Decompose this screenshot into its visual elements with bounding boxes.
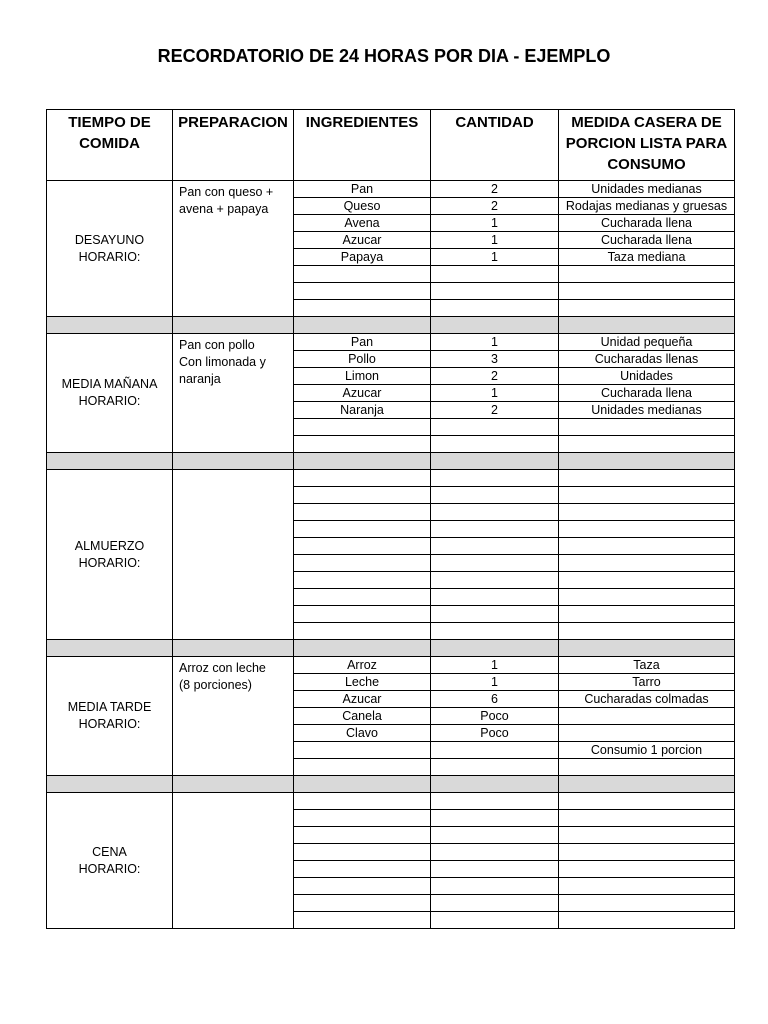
- header-meal: TIEMPO DE COMIDA: [47, 110, 173, 181]
- quantity-cell: 1: [431, 674, 559, 691]
- ingredient-cell: Canela: [294, 708, 431, 725]
- separator-cell: [173, 776, 294, 793]
- measure-cell: [559, 861, 735, 878]
- quantity-cell: [431, 572, 559, 589]
- meal-cell: [47, 470, 173, 640]
- ingredient-cell: Naranja: [294, 402, 431, 419]
- ingredient-cell: [294, 538, 431, 555]
- separator-cell: [47, 317, 173, 334]
- table-row: [47, 181, 735, 198]
- header-quantity: CANTIDAD: [431, 110, 559, 181]
- meal-time-label: HORARIO:: [78, 861, 141, 876]
- measure-cell: [559, 793, 735, 810]
- preparation-cell: [173, 470, 294, 640]
- ingredient-cell: [294, 606, 431, 623]
- quantity-cell: [431, 538, 559, 555]
- measure-cell: [559, 538, 735, 555]
- ingredient-cell: Azucar: [294, 385, 431, 402]
- ingredient-cell: [294, 521, 431, 538]
- separator-cell: [431, 776, 559, 793]
- quantity-cell: [431, 266, 559, 283]
- header-measure: MEDIDA CASERA DE PORCION LISTA PARA CONSUMO: [559, 110, 735, 181]
- ingredient-cell: [294, 283, 431, 300]
- quantity-cell: [431, 861, 559, 878]
- ingredient-cell: [294, 878, 431, 895]
- measure-cell: [559, 844, 735, 861]
- meal-cell: [47, 334, 173, 453]
- ingredient-cell: Limon: [294, 368, 431, 385]
- ingredient-cell: Leche: [294, 674, 431, 691]
- measure-cell: Rodajas medianas y gruesas: [559, 198, 735, 215]
- quantity-cell: [431, 810, 559, 827]
- measure-cell: [559, 436, 735, 453]
- meal-cell: [47, 657, 173, 776]
- meal-time-label: HORARIO:: [78, 249, 141, 264]
- separator-cell: [294, 776, 431, 793]
- measure-cell: Cucharada llena: [559, 385, 735, 402]
- preparation-cell: [173, 793, 294, 929]
- ingredient-cell: [294, 589, 431, 606]
- quantity-cell: 6: [431, 691, 559, 708]
- ingredient-cell: [294, 572, 431, 589]
- separator-cell: [559, 453, 735, 470]
- quantity-cell: 3: [431, 351, 559, 368]
- measure-cell: [559, 266, 735, 283]
- measure-cell: [559, 606, 735, 623]
- ingredient-cell: [294, 470, 431, 487]
- quantity-cell: 1: [431, 657, 559, 674]
- preparation-line: Arroz con leche: [179, 661, 266, 675]
- measure-cell: Unidades: [559, 368, 735, 385]
- separator-cell: [559, 640, 735, 657]
- ingredient-cell: [294, 861, 431, 878]
- table-row: [47, 793, 735, 810]
- preparation-cell: [173, 334, 294, 453]
- meal-time-label: HORARIO:: [78, 394, 141, 408]
- measure-cell: [559, 810, 735, 827]
- ingredient-cell: [294, 742, 431, 759]
- quantity-cell: [431, 895, 559, 912]
- quantity-cell: [431, 589, 559, 606]
- quantity-cell: [431, 504, 559, 521]
- separator-cell: [47, 453, 173, 470]
- quantity-cell: [431, 283, 559, 300]
- meal-name: DESAYUNO: [74, 232, 145, 247]
- ingredient-cell: [294, 895, 431, 912]
- ingredient-cell: Pan: [294, 181, 431, 198]
- table-row: [47, 334, 735, 351]
- quantity-cell: [431, 300, 559, 317]
- ingredient-cell: [294, 759, 431, 776]
- separator-cell: [173, 317, 294, 334]
- measure-cell: [559, 623, 735, 640]
- separator-cell: [47, 776, 173, 793]
- measure-cell: [559, 708, 735, 725]
- measure-cell: [559, 487, 735, 504]
- quantity-cell: 1: [431, 249, 559, 266]
- quantity-cell: Poco: [431, 725, 559, 742]
- measure-cell: Unidades medianas: [559, 402, 735, 419]
- separator-cell: [173, 640, 294, 657]
- table-row: [47, 657, 735, 674]
- quantity-cell: [431, 623, 559, 640]
- ingredient-cell: [294, 844, 431, 861]
- measure-cell: [559, 878, 735, 895]
- measure-cell: Cucharada llena: [559, 232, 735, 249]
- meal-cell: [47, 793, 173, 929]
- table-row: [47, 470, 735, 487]
- separator-cell: [431, 453, 559, 470]
- measure-cell: [559, 555, 735, 572]
- preparation-line: (8 porciones): [179, 678, 252, 692]
- separator-cell: [47, 640, 173, 657]
- header-row: [47, 110, 735, 181]
- quantity-cell: [431, 878, 559, 895]
- quantity-cell: [431, 419, 559, 436]
- ingredient-cell: [294, 827, 431, 844]
- ingredient-cell: [294, 504, 431, 521]
- measure-cell: [559, 759, 735, 776]
- quantity-cell: 1: [431, 232, 559, 249]
- page-title: RECORDATORIO DE 24 HORAS POR DIA - EJEMPLO: [157, 46, 611, 66]
- header-preparation: PREPARACION: [173, 110, 294, 181]
- meal-name: CENA: [92, 844, 127, 859]
- quantity-cell: 2: [431, 368, 559, 385]
- separator-cell: [294, 453, 431, 470]
- preparation-line: Pan con pollo: [179, 338, 255, 352]
- ingredient-cell: [294, 623, 431, 640]
- separator-cell: [294, 640, 431, 657]
- separator-cell: [431, 640, 559, 657]
- meal-time-label: HORARIO:: [78, 555, 141, 570]
- quantity-cell: 1: [431, 215, 559, 232]
- ingredient-cell: Azucar: [294, 232, 431, 249]
- ingredient-cell: [294, 793, 431, 810]
- measure-cell: [559, 895, 735, 912]
- ingredient-cell: [294, 419, 431, 436]
- quantity-cell: Poco: [431, 708, 559, 725]
- measure-cell: [559, 725, 735, 742]
- measure-cell: [559, 827, 735, 844]
- preparation-line: Pan con queso +: [179, 185, 274, 199]
- quantity-cell: 2: [431, 402, 559, 419]
- ingredient-cell: Avena: [294, 215, 431, 232]
- measure-cell: [559, 521, 735, 538]
- ingredient-cell: Pollo: [294, 351, 431, 368]
- header-ingredients: INGREDIENTES: [294, 110, 431, 181]
- ingredient-cell: [294, 487, 431, 504]
- quantity-cell: 2: [431, 181, 559, 198]
- quantity-cell: [431, 912, 559, 929]
- meal-time-label: HORARIO:: [78, 717, 141, 731]
- measure-cell: Unidad pequeña: [559, 334, 735, 351]
- measure-cell: [559, 589, 735, 606]
- separator-row: [47, 453, 735, 470]
- ingredient-cell: [294, 266, 431, 283]
- separator-cell: [294, 317, 431, 334]
- quantity-cell: [431, 827, 559, 844]
- preparation-line: avena + papaya: [179, 202, 269, 216]
- measure-cell: Consumio 1 porcion: [559, 742, 735, 759]
- measure-cell: [559, 572, 735, 589]
- quantity-cell: [431, 470, 559, 487]
- meal-cell: [47, 181, 173, 317]
- meal-name: MEDIA TARDE: [67, 700, 152, 714]
- quantity-cell: 1: [431, 334, 559, 351]
- measure-cell: Cucharadas colmadas: [559, 691, 735, 708]
- ingredient-cell: Clavo: [294, 725, 431, 742]
- ingredient-cell: Queso: [294, 198, 431, 215]
- ingredient-cell: Arroz: [294, 657, 431, 674]
- preparation-line: Con limonada y: [179, 355, 266, 369]
- quantity-cell: [431, 844, 559, 861]
- quantity-cell: [431, 521, 559, 538]
- separator-cell: [173, 453, 294, 470]
- quantity-cell: 1: [431, 385, 559, 402]
- measure-cell: Tarro: [559, 674, 735, 691]
- separator-cell: [559, 776, 735, 793]
- ingredient-cell: Pan: [294, 334, 431, 351]
- quantity-cell: [431, 742, 559, 759]
- separator-cell: [559, 317, 735, 334]
- ingredient-cell: [294, 555, 431, 572]
- meal-name: MEDIA MAÑANA: [61, 377, 158, 391]
- measure-cell: [559, 912, 735, 929]
- measure-cell: Taza: [559, 657, 735, 674]
- measure-cell: [559, 504, 735, 521]
- ingredient-cell: [294, 912, 431, 929]
- quantity-cell: [431, 436, 559, 453]
- measure-cell: Unidades medianas: [559, 181, 735, 198]
- separator-row: [47, 317, 735, 334]
- measure-cell: [559, 283, 735, 300]
- quantity-cell: 2: [431, 198, 559, 215]
- quantity-cell: [431, 759, 559, 776]
- ingredient-cell: [294, 300, 431, 317]
- measure-cell: Cucharada llena: [559, 215, 735, 232]
- measure-cell: [559, 419, 735, 436]
- ingredient-cell: [294, 810, 431, 827]
- quantity-cell: [431, 555, 559, 572]
- quantity-cell: [431, 606, 559, 623]
- measure-cell: Taza mediana: [559, 249, 735, 266]
- measure-cell: Cucharadas llenas: [559, 351, 735, 368]
- ingredient-cell: Papaya: [294, 249, 431, 266]
- separator-cell: [431, 317, 559, 334]
- preparation-cell: [173, 657, 294, 776]
- separator-row: [47, 640, 735, 657]
- preparation-line: naranja: [179, 372, 221, 386]
- measure-cell: [559, 300, 735, 317]
- ingredient-cell: Azucar: [294, 691, 431, 708]
- quantity-cell: [431, 487, 559, 504]
- separator-row: [47, 776, 735, 793]
- ingredient-cell: [294, 436, 431, 453]
- measure-cell: [559, 470, 735, 487]
- meal-name: ALMUERZO: [74, 538, 145, 553]
- food-recall-table: [46, 109, 735, 929]
- quantity-cell: [431, 793, 559, 810]
- preparation-cell: [173, 181, 294, 317]
